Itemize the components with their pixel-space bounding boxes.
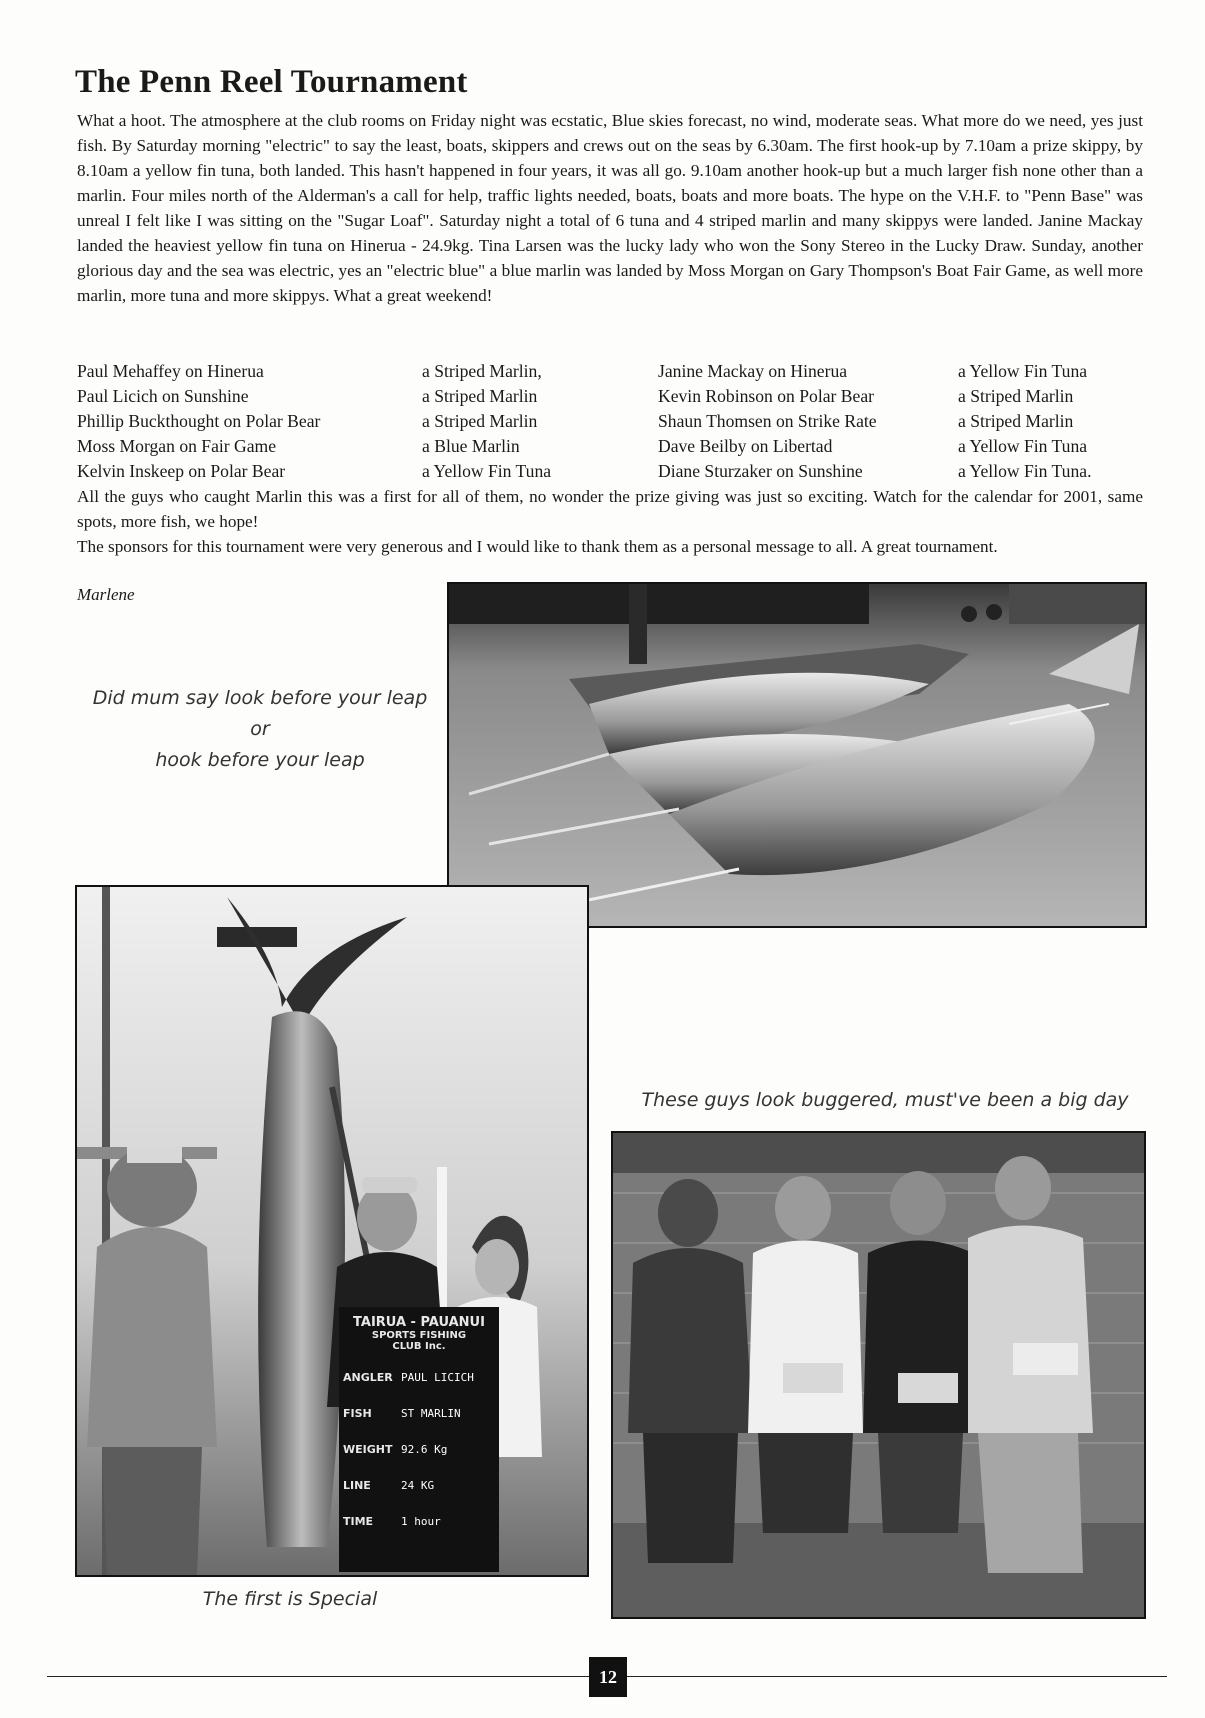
caption-line: or (250, 718, 270, 740)
sign-value: 1 hour (401, 1515, 441, 1528)
photo-prize-winners-image (613, 1133, 1144, 1617)
winner-angler: Kelvin Inskeep on Polar Bear (77, 461, 286, 481)
sign-label: TIME (343, 1515, 374, 1528)
photo-hanging-marlin (75, 885, 589, 1577)
photo-hanging-marlin-image (77, 887, 587, 1575)
winner-fish: a Yellow Fin Tuna (958, 361, 1088, 381)
article-paragraph-marlin: All the guys who caught Marlin this was a first for all of them, no wonder the prize giving was just so exciting. Watch for the calendar for 2001, same spots, more fish, we hope! (77, 487, 1143, 531)
sign-club-subtitle: SPORTS FISHING (371, 1330, 467, 1341)
sign-label: WEIGHT (343, 1443, 393, 1456)
winner-angler: Kevin Robinson on Polar Bear (658, 386, 874, 406)
winner-fish: a Striped Marlin (422, 386, 538, 406)
winner-row (77, 459, 1143, 484)
sign-value: 92.6 Kg (401, 1443, 448, 1456)
sign-value: ST MARLIN (401, 1407, 461, 1420)
winner-fish: a Blue Marlin (422, 436, 520, 456)
weigh-sign (339, 1307, 499, 1572)
sign-club-name: TAIRUA - PAUANUI (353, 1315, 485, 1330)
sign-label: ANGLER (343, 1371, 393, 1384)
winner-angler: Moss Morgan on Fair Game (77, 436, 277, 456)
winner-fish: a Striped Marlin, (422, 361, 542, 381)
photo-landed-marlin (447, 582, 1147, 928)
sign-club-subtitle: CLUB Inc. (392, 1341, 446, 1352)
article-title: The Penn Reel Tournament (75, 64, 468, 100)
winner-angler: Phillip Buckthought on Polar Bear (77, 411, 321, 431)
winner-angler: Dave Beilby on Libertad (658, 436, 833, 456)
winner-angler: Shaun Thomsen on Strike Rate (658, 411, 877, 431)
caption-line: Did mum say look before your leap (92, 687, 428, 709)
sign-value: 24 KG (401, 1479, 435, 1492)
caption-line: hook before your leap (155, 749, 365, 771)
caption-leap (70, 683, 450, 776)
winner-fish: a Yellow Fin Tuna (422, 461, 552, 481)
caption-first-special: The first is Special (202, 1588, 378, 1610)
winner-angler: Diane Sturzaker on Sunshine (658, 461, 863, 481)
sign-label: FISH (343, 1407, 372, 1420)
sign-label: LINE (343, 1479, 371, 1492)
winner-angler: Janine Mackay on Hinerua (658, 361, 848, 381)
caption-buggered: These guys look buggered, must've been a big day (641, 1089, 1129, 1111)
winner-fish: a Striped Marlin (958, 411, 1074, 431)
photo-prize-winners (611, 1131, 1146, 1619)
winner-row (77, 384, 1143, 409)
winner-row (77, 359, 1143, 384)
page-number: 12 (589, 1657, 627, 1697)
winners-list (77, 359, 1143, 484)
sign-value: PAUL LICICH (401, 1371, 474, 1384)
winner-fish: a Striped Marlin (422, 411, 538, 431)
winner-fish: a Striped Marlin (958, 386, 1074, 406)
winner-angler: Paul Licich on Sunshine (77, 386, 249, 406)
winner-row (77, 409, 1143, 434)
winner-fish: a Yellow Fin Tuna (958, 436, 1088, 456)
winner-angler: Paul Mehaffey on Hinerua (77, 361, 264, 381)
winner-fish: a Yellow Fin Tuna. (958, 461, 1092, 481)
winner-row (77, 434, 1143, 459)
author-signoff: Marlene (77, 585, 135, 604)
photo-landed-marlin-image (449, 584, 1145, 926)
article-paragraph-sponsors: The sponsors for this tournament were very generous and I would like to thank them as a personal message to all. A great tournament. (77, 537, 998, 556)
article-paragraph-intro: What a hoot. The atmosphere at the club rooms on Friday night was ecstatic, Blue skies forecast, no wind, moderate seas. What more do we need, yes just fish. By Saturday morning "electric" to say the least, boats, skippers and crews out on the seas by 6.30am. The first hook-up by 7.10am a prize skippy, by 8.10am a yellow fin tuna, both landed. This hasn't happened in four years, it was all go. 9.10am another hook-up but a much larger fish none other than a marlin. Four miles north of the Alderman's a call for help, traffic lights needed, boats, boats and more boats. The hype on the V.H.F. to "Penn Base" was unreal I felt like I was sitting on the "Sugar Loaf". Saturday night a total of 6 tuna and 4 striped marlin and many skippys were landed. Janine Mackay landed the heaviest yellow fin tuna on Hinerua - 24.9kg. Tina Larsen was the lucky lady who won the Sony Stereo in the Lucky Draw. Sunday, another glorious day and the sea was electric, yes an "electric blue" a blue marlin was landed by Moss Morgan on Gary Thompson's Boat Fair Game, as well more marlin, more tuna and more skippys. What a great weekend! (77, 111, 1143, 305)
